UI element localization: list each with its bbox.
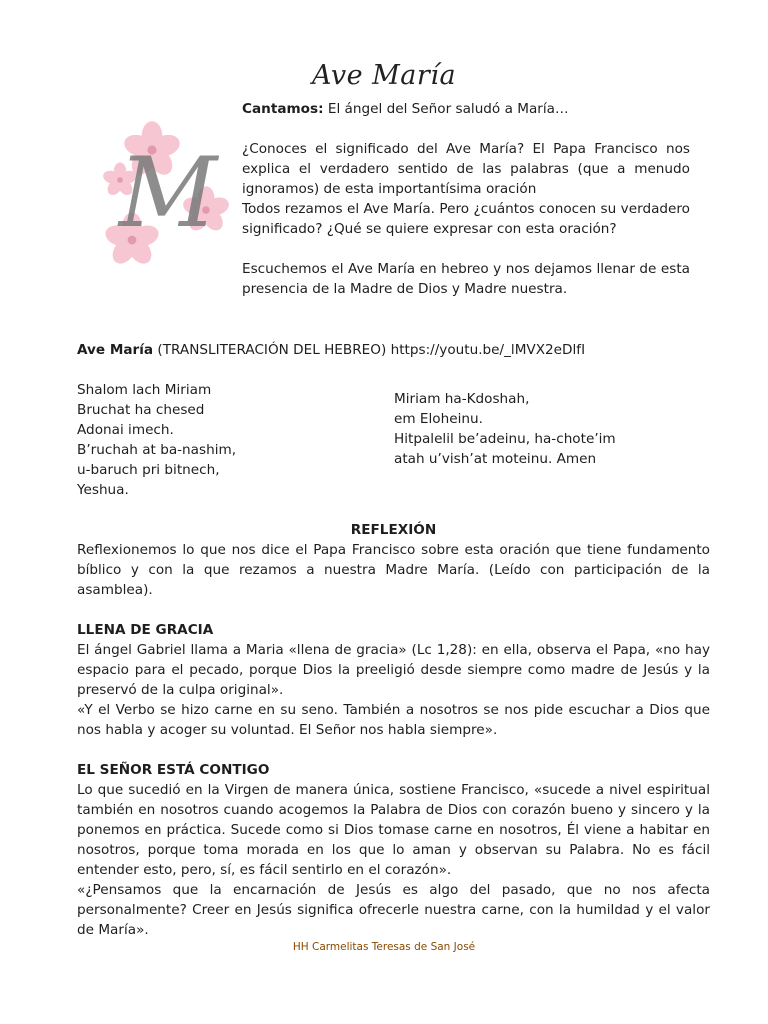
page-title: Ave María — [311, 60, 457, 91]
prayer-line: atah u’vish’at moteinu. Amen — [394, 451, 597, 467]
transliteration-line — [77, 340, 697, 360]
prayer-line: Hitpalelil be’adeinu, ha-chote’im — [394, 431, 616, 447]
footer-text: HH Carmelitas Teresas de San José — [292, 941, 476, 953]
cantamos-label: Cantamos: — [242, 101, 324, 117]
prayer-line: u-baruch pri bitnech, — [77, 462, 220, 478]
llena-paragraph-2: «Y el Verbo se hizo carne en su seno. También a nosotros se nos pide escuchar a Dios que nos habla y acoger su voluntad. El Señor nos habla siempre». — [77, 702, 710, 738]
llena-heading: LLENA DE GRACIA — [77, 622, 214, 638]
main-content — [77, 520, 710, 940]
cantamos-text: El ángel del Señor saludó a María… — [323, 101, 569, 117]
intro-paragraph-1: ¿Conoces el significado del Ave María? El Papa Francisco nos explica el verdadero sentido de las palabras (que a menudo ignoramos) de esta importantísima oración — [242, 141, 690, 197]
prayer-right-column — [394, 389, 714, 469]
contigo-heading: EL SEÑOR ESTÁ CONTIGO — [77, 762, 270, 778]
prayer-line: Adonai imech. — [77, 422, 174, 438]
llena-paragraph-1: El ángel Gabriel llama a Maria «llena de gracia» (Lc 1,28): en ella, observa el Papa, «no hay espacio para el pecado, porque Dios la preeligió desde siempre como madre de Jesús y la preservó de la culpa original». — [77, 642, 710, 698]
transliteration-text: (TRANSLITERACIÓN DEL HEBREO) https://youtu.be/_lMVX2eDlfI — [153, 342, 586, 358]
prayer-line: B’ruchah at ba-nashim, — [77, 442, 237, 458]
prayer-line: Shalom lach Miriam — [77, 382, 212, 398]
reflexion-heading: REFLEXIÓN — [350, 522, 437, 538]
prayer-line: Miriam ha-Kdoshah, — [394, 391, 530, 407]
prayer-left-column — [77, 380, 377, 500]
svg-text:M: M — [118, 137, 218, 249]
prayer-line: em Eloheinu. — [394, 411, 483, 427]
intro-paragraph-2: Todos rezamos el Ave María. Pero ¿cuántos conocen su verdadero significado? ¿Qué se quiere expresar con esta oración? — [242, 201, 690, 237]
intro-section — [242, 99, 690, 299]
contigo-paragraph-2: «¿Pensamos que la encarnación de Jesús es algo del pasado, que no nos afecta personalmente? Creer en Jesús significa ofrecerle nuestra carne, con la humildad y el valor de María». — [77, 882, 710, 938]
intro-paragraph-3: Escuchemos el Ave María en hebreo y nos dejamos llenar de esta presencia de la Madre de Dios y Madre nuestra. — [242, 261, 690, 297]
transliteration-label: Ave María — [77, 342, 154, 358]
flower-monogram-logo — [100, 118, 240, 278]
reflexion-paragraph: Reflexionemos lo que nos dice el Papa Francisco sobre esta oración que tiene fundamento bíblico y con la que rezamos a nuestra Madre María. (Leído con participación de la asamblea). — [77, 542, 710, 598]
contigo-paragraph-1: Lo que sucedió en la Virgen de manera única, sostiene Francisco, «sucede a nivel espiritual también en nosotros cuando acogemos la Palabra de Dios con corazón bueno y sincero y la ponemos en práctica. Sucede como si Dios tomase carne en nosotros, Él viene a habitar en nosotros, porque toma morada en los que lo aman y observan su Palabra. No es fácil entender esto, pero, sí, es fácil sentirlo en el corazón». — [77, 782, 710, 878]
cantamos-line — [242, 99, 690, 119]
prayer-line: Bruchat ha chesed — [77, 402, 205, 418]
prayer-line: Yeshua. — [77, 482, 129, 498]
